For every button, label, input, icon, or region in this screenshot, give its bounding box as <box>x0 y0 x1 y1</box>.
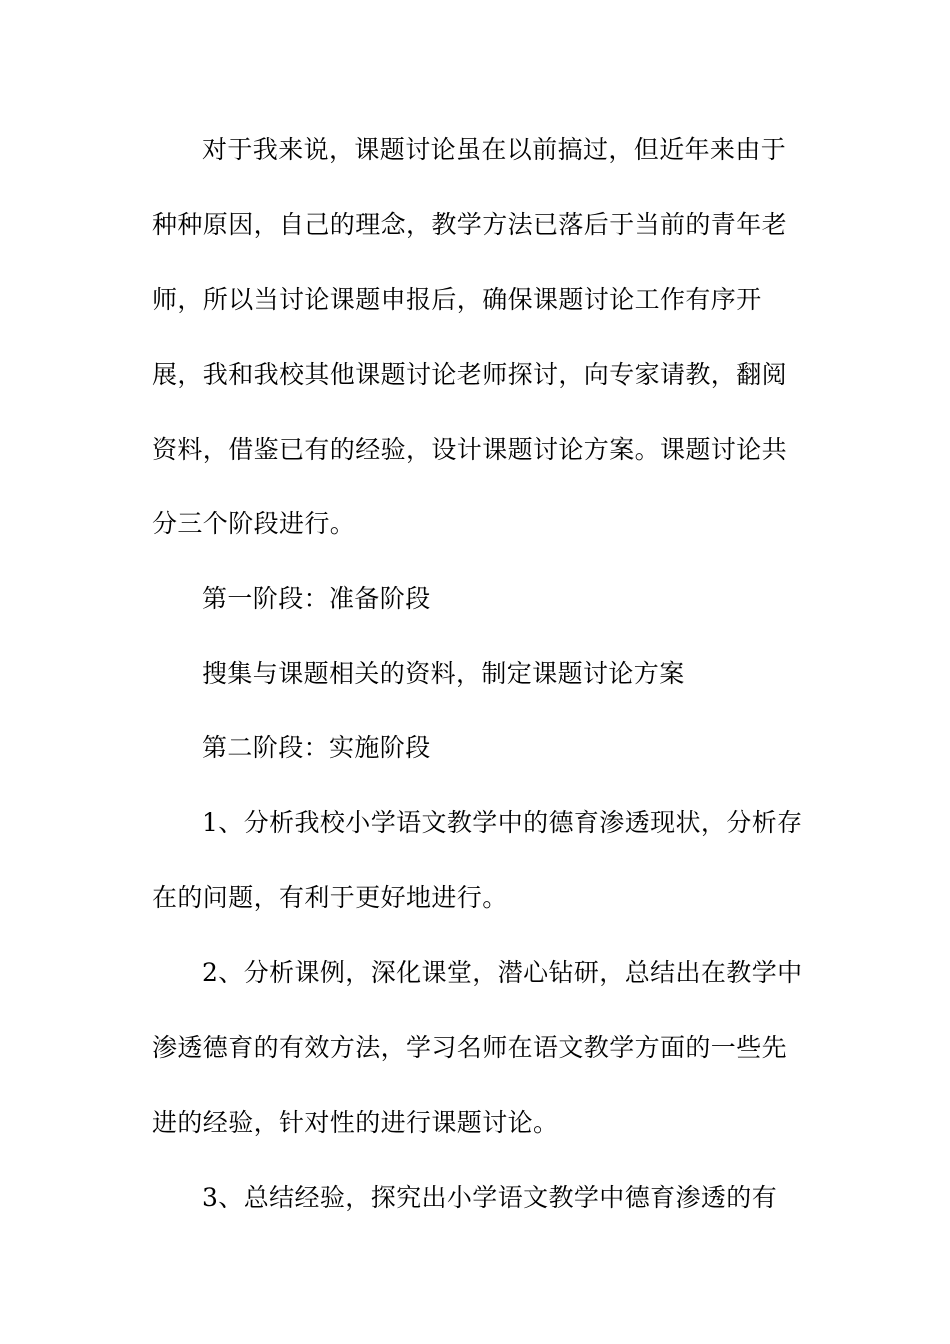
section-heading: 第一阶段：准备阶段 <box>202 584 431 613</box>
paragraph-line: 对于我来说，课题讨论虽在以前搞过，但近年来由于 <box>202 135 787 164</box>
paragraph-line: 师，所以当讨论课题申报后，确保课题讨论工作有序开 <box>152 285 762 314</box>
list-item-line: 3、总结经验，探究出小学语文教学中德育渗透的有 <box>202 1183 778 1212</box>
list-item-line: 在的问题，有利于更好地进行。 <box>152 883 508 912</box>
paragraph-line: 搜集与课题相关的资料，制定课题讨论方案 <box>202 659 685 688</box>
paragraph-line: 种种原因，自己的理念，教学方法已落后于当前的青年老 <box>152 210 788 239</box>
list-item-line: 1、分析我校小学语文教学中的德育渗透现状，分析存 <box>202 808 803 837</box>
paragraph-line: 分三个阶段进行。 <box>152 509 356 538</box>
list-item-line: 进的经验，针对性的进行课题讨论。 <box>152 1108 559 1137</box>
paragraph-line: 资料，借鉴已有的经验，设计课题讨论方案。课题讨论共 <box>152 435 788 464</box>
list-item-line: 渗透德育的有效方法，学习名师在语文教学方面的一些先 <box>152 1033 788 1062</box>
section-heading: 第二阶段：实施阶段 <box>202 733 431 762</box>
list-item-line: 2、分析课例，深化课堂，潜心钻研，总结出在教学中 <box>202 958 803 987</box>
paragraph-line: 展，我和我校其他课题讨论老师探讨，向专家请教，翻阅 <box>152 360 788 389</box>
